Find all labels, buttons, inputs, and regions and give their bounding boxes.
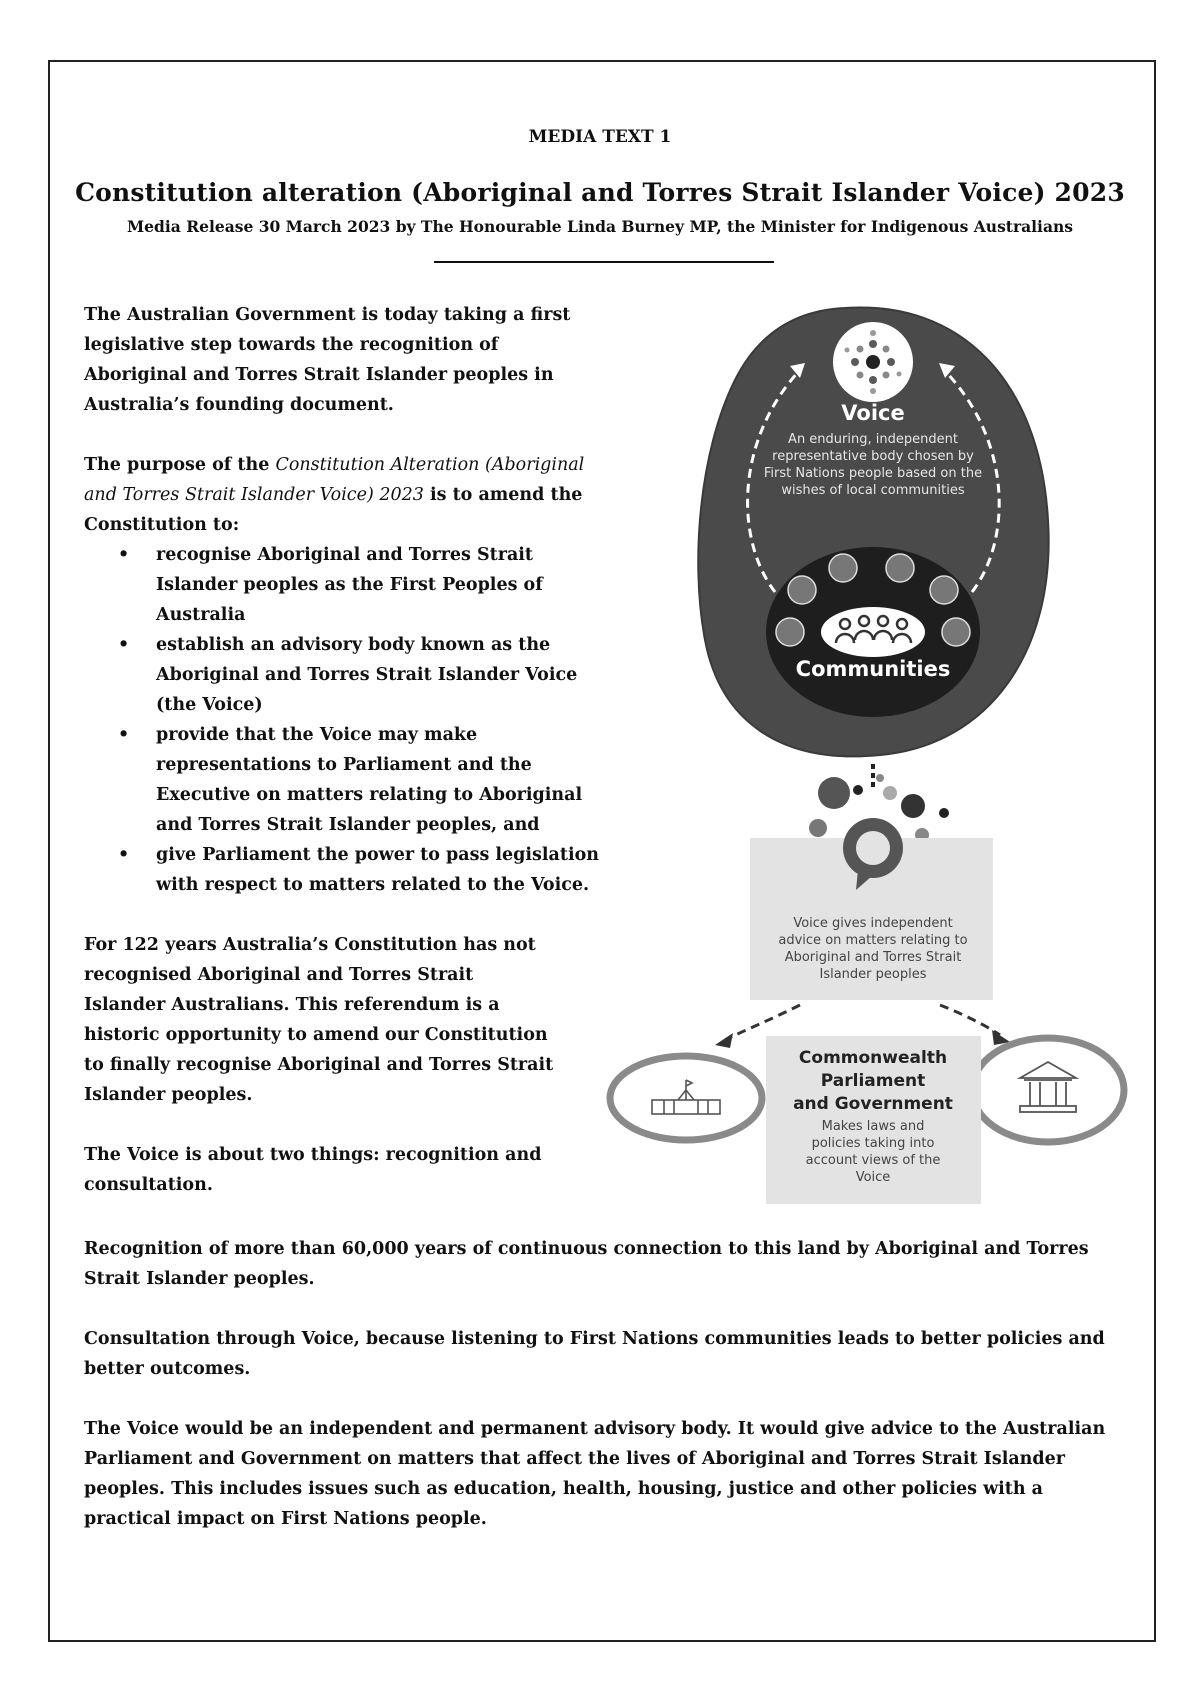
parliament-title-line: Commonwealth bbox=[798, 1048, 948, 1068]
voice-infographic bbox=[600, 300, 1140, 1220]
voice-desc-line: An enduring, independent bbox=[788, 432, 958, 447]
parliament-desc-line: Makes laws and bbox=[821, 1119, 925, 1134]
list-item: • give Parliament the power to pass legislation with respect to matters related to the Voice. bbox=[156, 840, 604, 900]
purpose-suffix: is to amend the Constitution to: bbox=[84, 485, 583, 535]
document-title: Constitution alteration (Aboriginal and Torres Strait Islander Voice) 2023 bbox=[75, 178, 1125, 207]
parliament-title-line: and Government bbox=[793, 1094, 953, 1114]
left-column bbox=[84, 300, 604, 1200]
list-item: • recognise Aboriginal and Torres Strait Islander peoples as the First Peoples of Australia bbox=[156, 540, 604, 630]
advice-text-line: advice on matters relating to bbox=[778, 933, 968, 948]
list-item: • establish an advisory body known as the Aboriginal and Torres Strait Islander Voice (the Voice) bbox=[156, 630, 604, 720]
advice-text-line: Voice gives independent bbox=[793, 916, 953, 931]
list-item: • provide that the Voice may make representations to Parliament and the Executive on matters relating to Aboriginal and Torres Strait Islander peoples, and bbox=[156, 720, 604, 840]
purpose-paragraph bbox=[84, 450, 604, 540]
two-things-paragraph: The Voice is about two things: recognition and consultation. bbox=[84, 1145, 542, 1195]
purpose-list bbox=[84, 540, 604, 900]
advice-text-line: Aboriginal and Torres Strait bbox=[784, 950, 962, 965]
recognition-paragraph: Recognition of more than 60,000 years of continuous connection to this land by Aboriginal and Torres Strait Islander peoples. bbox=[84, 1239, 1089, 1289]
constitution-paragraph: For 122 years Australia’s Constitution has not recognised Aboriginal and Torres Strait Islander Australians. This referendum is a historic opportunity to amend our Constitution to finally recognise Aboriginal and Torres Strait Islander peoples. bbox=[84, 935, 554, 1105]
title-divider bbox=[434, 261, 774, 263]
arrowhead-left bbox=[715, 1033, 733, 1048]
media-text-label: MEDIA TEXT 1 bbox=[528, 127, 672, 147]
parliament-desc-line: Voice bbox=[855, 1170, 891, 1185]
parliament-desc-line: account views of the bbox=[805, 1153, 941, 1168]
voice-title: Voice bbox=[841, 401, 905, 425]
purpose-prefix: The purpose of the bbox=[84, 455, 276, 475]
arrow-to-government bbox=[940, 1005, 1000, 1035]
arrow-to-parliament bbox=[725, 1005, 800, 1040]
advice-text-line: Islander peoples bbox=[819, 967, 927, 982]
government-building-oval bbox=[972, 1038, 1124, 1142]
voice-desc-line: representative body chosen by bbox=[772, 449, 974, 464]
parliament-desc-line: policies taking into bbox=[811, 1136, 935, 1151]
act-name: Constitution Alteration (Aboriginal and Torres Strait Islander Voice) 2023 bbox=[84, 455, 585, 505]
communities-label: Communities bbox=[795, 657, 951, 681]
lower-text bbox=[84, 1234, 1124, 1534]
voice-desc-line: First Nations people based on the bbox=[763, 466, 983, 481]
document-subtitle: Media Release 30 March 2023 by The Honourable Linda Burney MP, the Minister for Indigenous Australians bbox=[127, 217, 1073, 236]
intro-paragraph: The Australian Government is today taking a first legislative step towards the recognition of Aboriginal and Torres Strait Islander peoples in Australia’s founding document. bbox=[84, 305, 571, 415]
voice-desc-line: wishes of local communities bbox=[781, 483, 965, 498]
consultation-paragraph: Consultation through Voice, because listening to First Nations communities leads to better policies and better outcomes. bbox=[84, 1329, 1105, 1379]
independent-body-paragraph: The Voice would be an independent and permanent advisory body. It would give advice to the Australian Parliament and Government on matters that affect the lives of Aboriginal and Torres Strait Islander peoples. This includes issues such as education, health, housing, justice and other policies with a practical impact on First Nations people. bbox=[84, 1419, 1106, 1529]
parliament-title-line: Parliament bbox=[820, 1071, 926, 1091]
communities-people-icon bbox=[821, 607, 925, 657]
